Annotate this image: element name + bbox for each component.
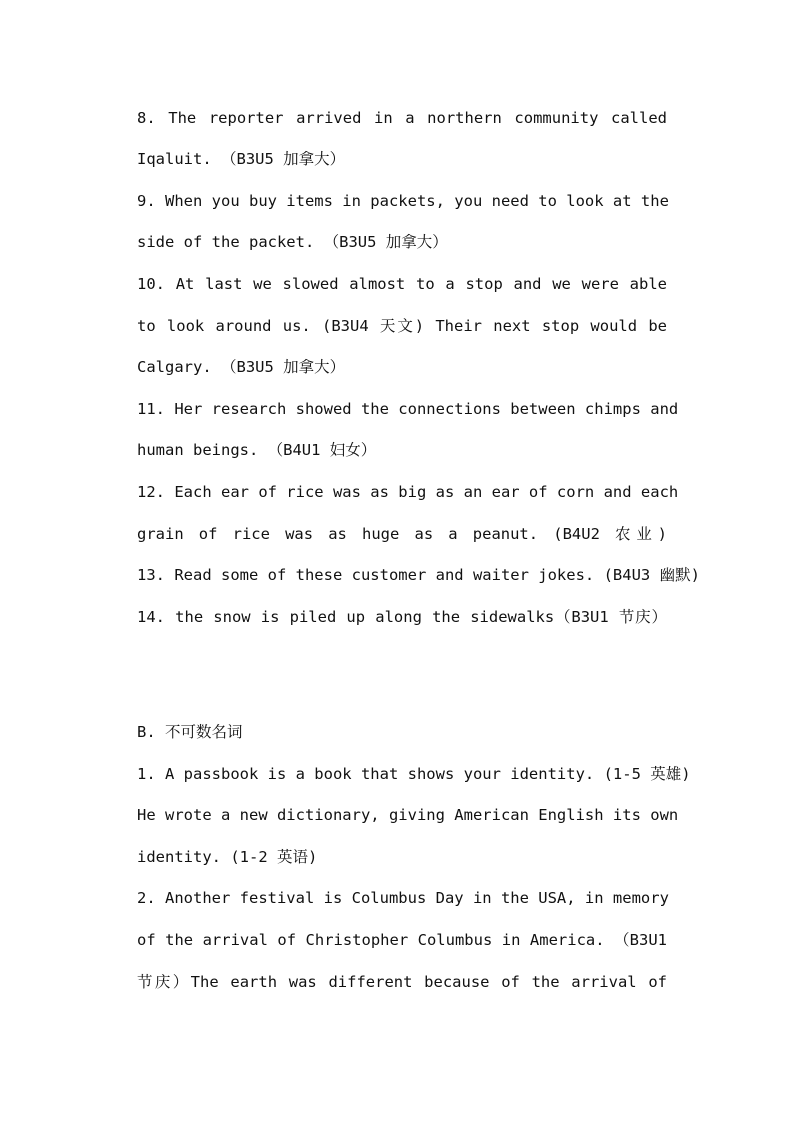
- text-line: identity. (1-2 英语): [137, 848, 318, 866]
- text-line: side of the packet. （B3U5 加拿大）: [137, 233, 448, 251]
- text-line: 2. Another festival is Columbus Day in the USA, in memory: [137, 889, 669, 907]
- text-line: 9. When you buy items in packets, you need to look at the: [137, 192, 669, 210]
- text-line: grain of rice was as huge as a peanut. (B4U2 农业): [137, 525, 667, 543]
- text-line: human beings. （B4U1 妇女）: [137, 441, 377, 459]
- text-line: 10. At last we slowed almost to a stop and we were able: [137, 275, 667, 293]
- text-line: 14. the snow is piled up along the sidewalks（B3U1 节庆）: [137, 608, 667, 626]
- text-line: He wrote a new dictionary, giving American English its own: [137, 806, 679, 824]
- text-line: 12. Each ear of rice was as big as an ear of corn and each: [137, 483, 679, 501]
- section-heading: B. 不可数名词: [137, 723, 243, 741]
- text-line: of the arrival of Christopher Columbus in America. （B3U1: [137, 931, 667, 949]
- text-line: 11. Her research showed the connections between chimps and: [137, 400, 679, 418]
- text-line: 节庆）The earth was different because of the arrival of: [137, 973, 667, 991]
- text-line: 8. The reporter arrived in a northern community called: [137, 109, 667, 127]
- text-line: 13. Read some of these customer and waiter jokes. (B4U3 幽默): [137, 566, 700, 584]
- text-line: Iqaluit. （B3U5 加拿大）: [137, 150, 346, 168]
- text-line: 1. A passbook is a book that shows your identity. (1-5 英雄): [137, 765, 691, 783]
- text-line: Calgary. （B3U5 加拿大）: [137, 358, 346, 376]
- text-line: to look around us. (B3U4 天文) Their next stop would be: [137, 317, 667, 335]
